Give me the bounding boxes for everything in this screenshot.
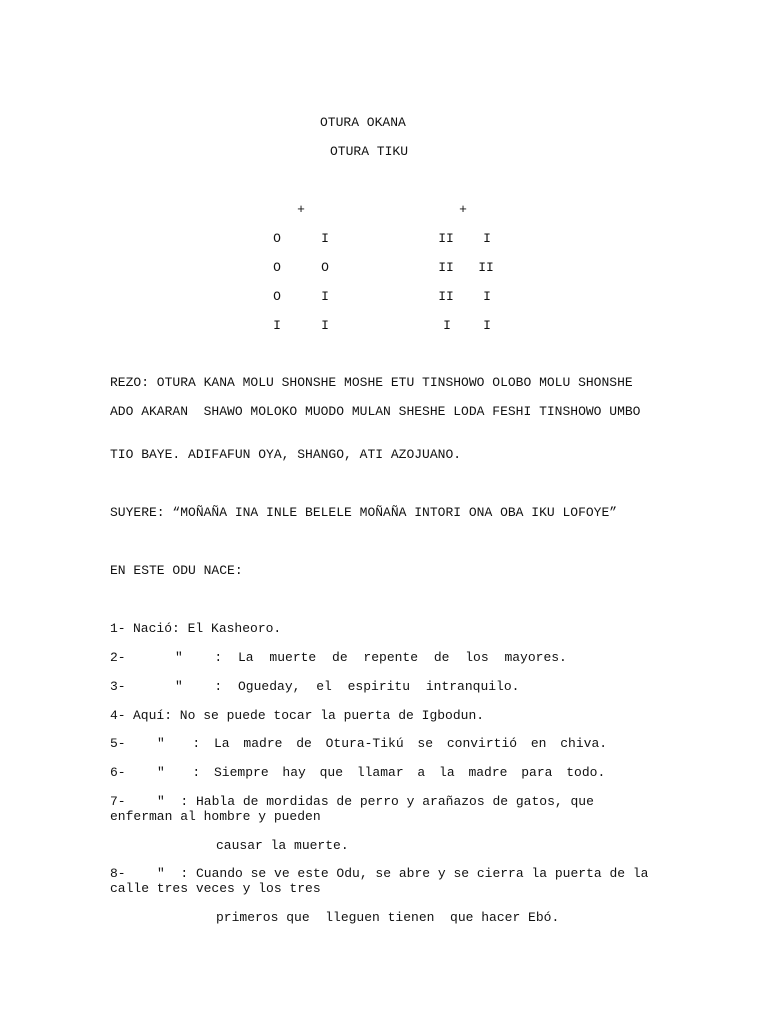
rezo-line-1: REZO: OTURA KANA MOLU SHONSHE MOSHE ETU TINSHOWO OLOBO MOLU SHONSHE	[110, 375, 633, 390]
list-item-text: Nació: El Kasheoro.	[133, 621, 282, 636]
list-item-continuation: causar la muerte.	[216, 838, 349, 853]
figure-mark: O	[273, 231, 281, 246]
list-item-number: 7-	[110, 794, 126, 809]
list-item-number: 1-	[110, 621, 126, 636]
figure-mark: II	[438, 289, 454, 304]
plus-right: +	[459, 202, 467, 217]
list-item-text: " : Habla de mordidas de perro y arañazos de gatos, que enferman al hombre y pueden	[110, 794, 602, 824]
figure-mark: O	[273, 289, 281, 304]
list-item-text: " : Siempre hay que llamar a la madre para todo.	[157, 765, 606, 780]
figure-mark: O	[321, 260, 329, 275]
list-item-text: " : Ogueday, el espiritu intranquilo.	[175, 679, 520, 694]
rezo-line-2: ADO AKARAN SHAWO MOLOKO MUODO MULAN SHESHE LODA FESHI TINSHOWO UMBO	[110, 404, 641, 419]
figure-mark: O	[273, 260, 281, 275]
figure-mark: I	[273, 318, 281, 333]
list-item-number: 8-	[110, 866, 126, 881]
rezo-line-3: TIO BAYE. ADIFAFUN OYA, SHANGO, ATI AZOJUANO.	[110, 447, 462, 462]
figure-mark: II	[438, 260, 454, 275]
list-item-text: " : Cuando se ve este Odu, se abre y se cierra la puerta de la calle tres veces y los tres	[110, 866, 657, 896]
list-item-text: Aquí: No se puede tocar la puerta de Igbodun.	[133, 708, 485, 723]
figure-mark: I	[321, 318, 329, 333]
list-item-number: 3-	[110, 679, 126, 694]
figure-mark: I	[483, 231, 491, 246]
figure-mark: I	[483, 318, 491, 333]
figure-mark: I	[443, 318, 451, 333]
list-item-text: " : La madre de Otura-Tikú se convirtió en chiva.	[157, 736, 608, 751]
page-title: OTURA OKANA	[320, 115, 406, 130]
list-item-continuation: primeros que lleguen tienen que hacer Ebó.	[216, 910, 560, 925]
page-subtitle: OTURA TIKU	[330, 144, 409, 159]
list-item-number: 5-	[110, 736, 126, 751]
section-heading: EN ESTE ODU NACE:	[110, 563, 243, 578]
list-item-number: 6-	[110, 765, 126, 780]
list-item-number: 2-	[110, 650, 126, 665]
figure-mark: I	[321, 289, 329, 304]
list-item-number: 4-	[110, 708, 126, 723]
figure-mark: II	[438, 231, 454, 246]
figure-mark: I	[321, 231, 329, 246]
suyere: SUYERE: “MOÑAÑA INA INLE BELELE MOÑAÑA INTORI ONA OBA IKU LOFOYE”	[110, 505, 618, 520]
plus-left: +	[297, 202, 305, 217]
figure-mark: II	[478, 260, 494, 275]
figure-mark: I	[483, 289, 491, 304]
list-item-text: " : La muerte de repente de los mayores.	[175, 650, 567, 665]
